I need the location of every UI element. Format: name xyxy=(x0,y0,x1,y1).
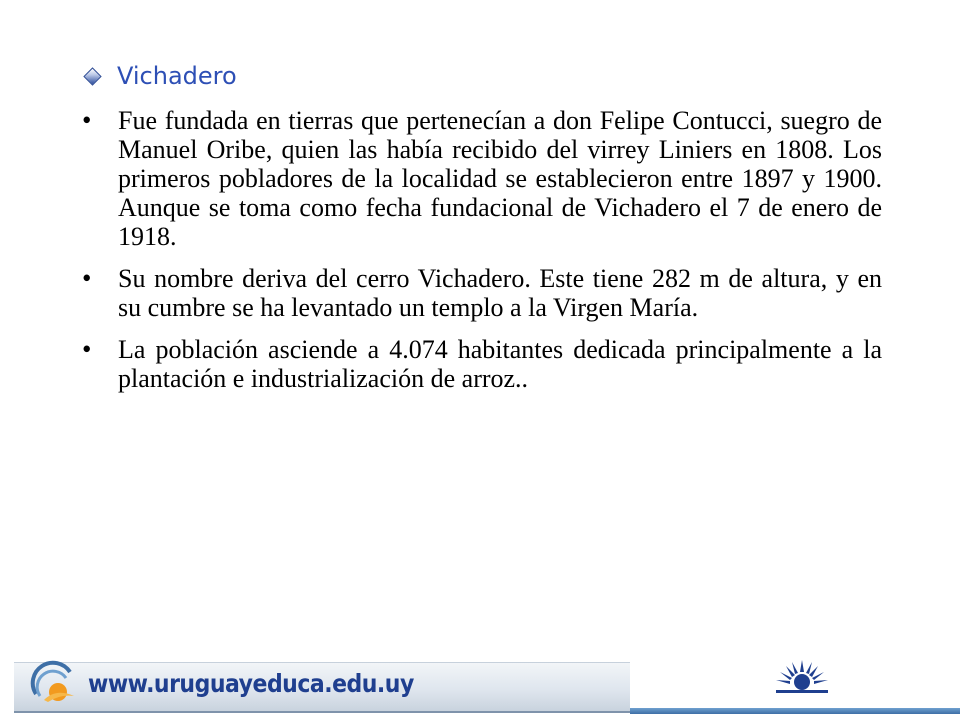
diamond-bullet-icon xyxy=(84,68,100,84)
uruguayeduca-logo-icon xyxy=(30,658,80,706)
bullet-item xyxy=(82,335,882,393)
bullet-mark: • xyxy=(82,263,92,293)
footer-accent-bar xyxy=(630,708,960,714)
bullet-mark: • xyxy=(82,334,92,364)
slide-heading xyxy=(84,60,237,92)
bullet-text: Fue fundada en tierras que pertenecían a don Felipe Contucci, suegro de Manuel Oribe, quien las había recibido del virrey Liniers en 1808. Los primeros pobladores de la localidad se establecieron entre 1897 y 1900. Aunque se toma como fecha fundacional de Vichadero el 7 de enero de 1918. xyxy=(118,106,882,251)
bullet-mark: • xyxy=(82,105,92,135)
footer xyxy=(0,654,960,720)
bullet-text: Su nombre deriva del cerro Vichadero. Este tiene 282 m de altura, y en su cumbre se ha levantado un templo a la Virgen María. xyxy=(118,264,882,322)
bullet-list xyxy=(82,106,882,406)
anep-label: ANEP xyxy=(785,698,819,708)
anep-sun-logo-icon xyxy=(770,656,834,700)
bullet-text: La población asciende a 4.074 habitantes dedicada principalmente a la plantación e industrialización de arroz.. xyxy=(118,335,882,393)
bullet-item xyxy=(82,264,882,322)
site-url-link[interactable]: www.uruguayeduca.edu.uy xyxy=(88,670,414,699)
slide-title: Vichadero xyxy=(117,62,237,90)
bullet-item xyxy=(82,106,882,251)
